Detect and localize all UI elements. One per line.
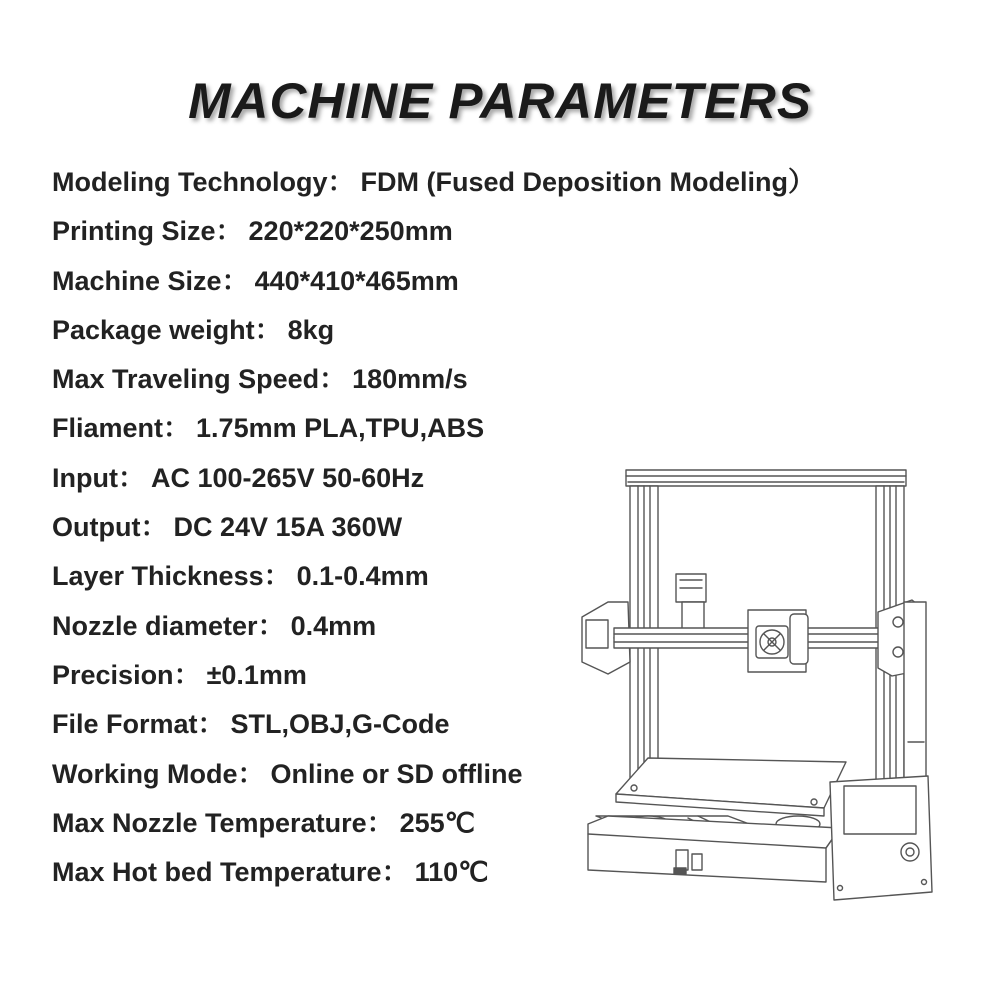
spec-value: 8kg <box>287 314 335 345</box>
spec-value: 0.4mm <box>290 610 377 641</box>
spec-label: Layer Thickness <box>52 561 264 592</box>
spec-separator: ： <box>221 265 249 296</box>
spec-filament <box>52 408 932 457</box>
spec-label: Input <box>52 462 118 493</box>
spec-separator: ： <box>215 216 243 247</box>
spec-printing-size <box>52 211 932 260</box>
spec-separator: ： <box>163 413 191 444</box>
spec-label: Max Hot bed Temperature <box>52 857 382 888</box>
spec-separator: ： <box>263 561 291 592</box>
spec-label: Package weight <box>52 314 255 345</box>
spec-label: Fliament <box>52 413 164 444</box>
spec-separator: ： <box>140 512 168 543</box>
spec-value: DC 24V 15A 360W <box>173 512 403 543</box>
spec-value: 255℃ <box>399 807 475 838</box>
spec-separator: ： <box>237 758 265 789</box>
spec-value: 110℃ <box>414 857 489 888</box>
spec-label: Nozzle diameter <box>52 610 258 641</box>
spec-value: Online or SD offline <box>270 758 523 789</box>
spec-label: File Format <box>52 709 198 740</box>
spec-separator: ： <box>254 314 282 345</box>
spec-modeling-technology <box>52 162 932 211</box>
spec-separator: ： <box>197 709 225 740</box>
spec-label: Machine Size <box>52 265 222 296</box>
page-title: MACHINE PARAMETERS <box>188 73 812 129</box>
spec-separator: ： <box>381 857 409 888</box>
spec-value: AC 100-265V 50-60Hz <box>150 462 425 493</box>
spec-max-traveling-speed <box>52 359 932 408</box>
spec-value: 0.1-0.4mm <box>296 561 429 592</box>
spec-value: 440*410*465mm <box>254 265 459 296</box>
spec-value: FDM (Fused Deposition Modeling） <box>360 167 815 197</box>
spec-separator: ： <box>257 610 285 641</box>
spec-separator: ： <box>173 659 201 690</box>
spec-value: 220*220*250mm <box>248 216 453 247</box>
spec-package-weight <box>52 310 932 359</box>
spec-machine-size <box>52 261 932 310</box>
spec-separator: ： <box>319 364 347 395</box>
spec-value: 1.75mm PLA,TPU,ABS <box>196 413 485 444</box>
spec-value: STL,OBJ,G-Code <box>230 709 450 740</box>
spec-value: 180mm/s <box>352 364 468 395</box>
spec-label: Precision <box>52 659 174 690</box>
spec-separator: ： <box>117 462 145 493</box>
spec-label: Output <box>52 512 141 543</box>
spec-label: Max Nozzle Temperature <box>52 807 367 838</box>
spec-separator: ： <box>366 807 394 838</box>
spec-separator: ： <box>327 167 355 197</box>
spec-label: Printing Size <box>52 216 216 247</box>
spec-label: Working Mode <box>52 758 238 789</box>
3d-printer-illustration-icon <box>578 462 934 902</box>
spec-label: Modeling Technology <box>52 167 328 197</box>
spec-label: Max Traveling Speed <box>52 364 320 395</box>
spec-value: ±0.1mm <box>206 659 307 690</box>
